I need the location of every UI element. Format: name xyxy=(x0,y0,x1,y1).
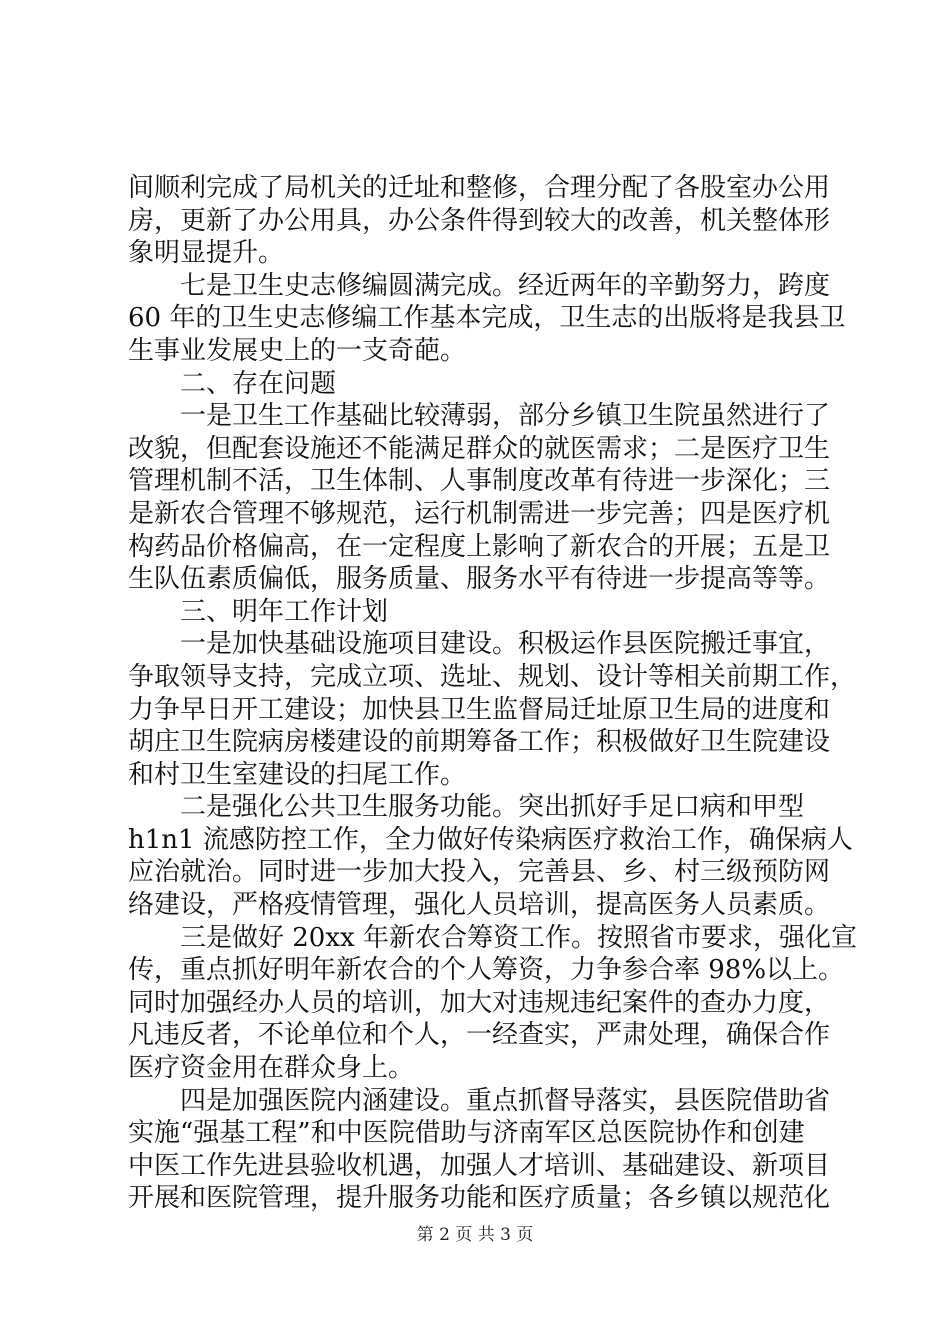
text-line: 四是加强医院内涵建设。重点抓督导落实，县医院借助省 xyxy=(180,1085,831,1116)
text-line: 争取领导支持，完成立项、选址、规划、设计等相关前期工作， xyxy=(128,661,857,692)
text-line: 象明显提升。 xyxy=(128,238,285,269)
text-line: 凡违反者，不论单位和个人，一经查实，严肃处理，确保合作 xyxy=(128,1020,831,1051)
text-line: 是新农合管理不够规范，运行机制需进一步完善；四是医疗机 xyxy=(128,498,831,529)
text-line: 同时加强经办人员的培训，加大对违规违纪案件的查办力度， xyxy=(128,987,831,1018)
text-line: 传，重点抓好明年新农合的个人筹资，力争参合率 98%以上。 xyxy=(128,955,845,986)
document-body xyxy=(128,172,857,1215)
text-line: 60 年的卫生史志修编工作基本完成，卫生志的出版将是我县卫 xyxy=(128,303,846,334)
text-line: 中医工作先进县验收机遇，加强人才培训、基础建设、新项目 xyxy=(128,1150,831,1181)
text-line: 和村卫生室建设的扫尾工作。 xyxy=(128,759,467,790)
text-line: 二、存在问题 xyxy=(180,368,337,399)
text-line: 间顺利完成了局机关的迁址和整修，合理分配了各股室办公用 xyxy=(128,173,831,203)
text-line: 生事业发展史上的一支奇葩。 xyxy=(128,335,467,366)
text-line: 开展和医院管理，提升服务功能和医疗质量；各乡镇以规范化 xyxy=(128,1183,831,1214)
text-line: 络建设，严格疫情管理，强化人员培训，提高医务人员素质。 xyxy=(128,890,831,921)
text-line: 一是卫生工作基础比较薄弱，部分乡镇卫生院虽然进行了 xyxy=(180,401,831,432)
text-line: 生队伍素质偏低，服务质量、服务水平有待进一步提高等等。 xyxy=(128,564,831,595)
text-line: 二是强化公共卫生服务功能。突出抓好手足口病和甲型 xyxy=(180,792,805,823)
text-line: 实施“强基工程”和中医院借助与济南军区总医院协作和创建 xyxy=(128,1118,805,1149)
text-line: 医疗资金用在群众身上。 xyxy=(128,1053,415,1084)
text-line: 七是卫生史志修编圆满完成。经近两年的辛勤努力，跨度 xyxy=(180,270,831,301)
text-line: 一是加快基础设施项目建设。积极运作县医院搬迁事宜， xyxy=(180,629,831,660)
text-line: 应治就治。同时进一步加大投入，完善县、乡、村三级预防网 xyxy=(128,857,831,888)
text-line: 房，更新了办公用具，办公条件得到较大的改善，机关整体形 xyxy=(128,205,831,236)
text-line: 管理机制不活，卫生体制、人事制度改革有待进一步深化；三 xyxy=(128,466,831,497)
page-footer: 第 2 页 共 3 页 xyxy=(416,1225,534,1245)
text-line: 力争早日开工建设；加快县卫生监督局迁址原卫生局的进度和 xyxy=(128,694,831,725)
text-line: 三、明年工作计划 xyxy=(180,596,389,627)
text-line: 胡庄卫生院病房楼建设的前期筹备工作；积极做好卫生院建设 xyxy=(128,727,831,758)
text-line: h1n1 流感防控工作，全力做好传染病医疗救治工作，确保病人 xyxy=(128,824,853,855)
text-line: 改貌，但配套设施还不能满足群众的就医需求；二是医疗卫生 xyxy=(128,433,831,464)
text-line: 三是做好 20xx 年新农合筹资工作。按照省市要求，强化宣 xyxy=(180,922,857,953)
text-line: 构药品价格偏高，在一定程度上影响了新农合的开展；五是卫 xyxy=(128,531,831,562)
